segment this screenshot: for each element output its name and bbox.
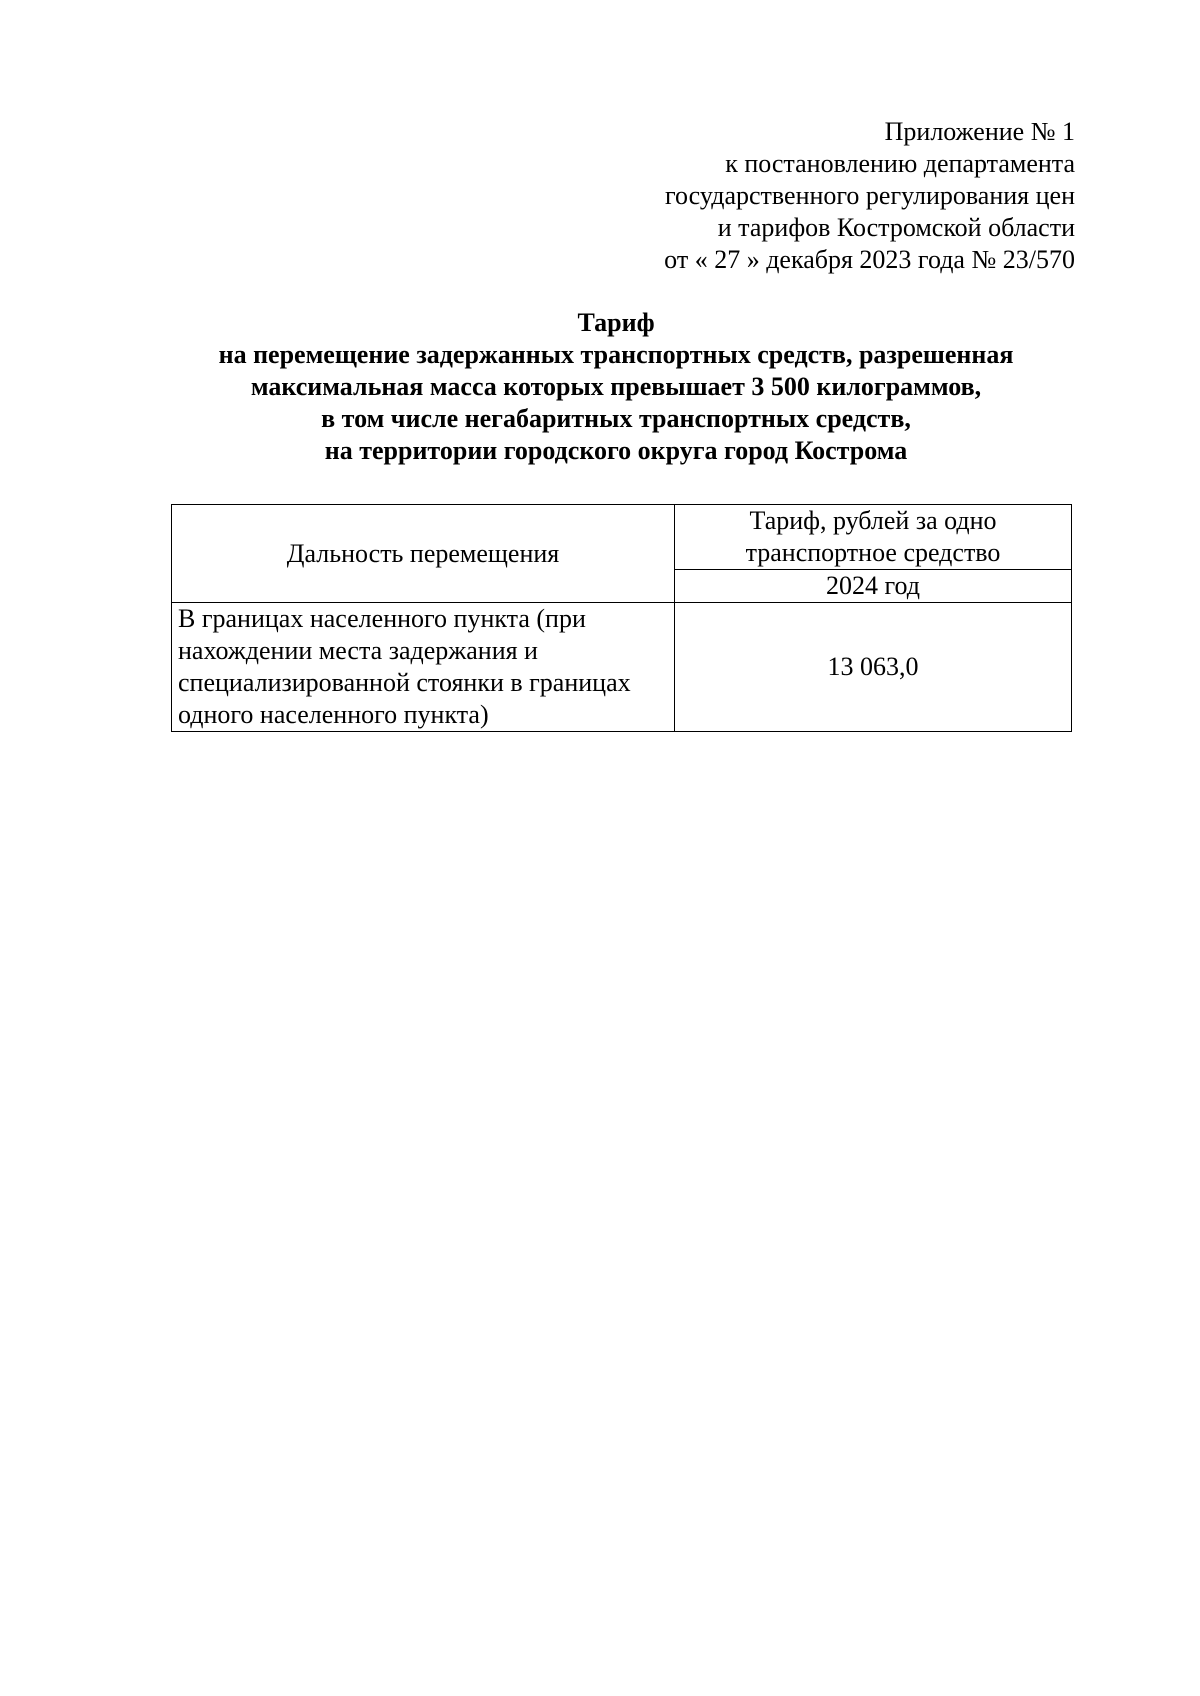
appendix-line-2: к постановлению департамента: [725, 149, 1075, 178]
tariff-table: [171, 504, 1072, 732]
row-label-line-1: В границах населенного пункта (при: [178, 604, 586, 633]
table-row: [172, 603, 1072, 732]
title-line-4: в том числе негабаритных транспортных средств,: [321, 404, 911, 433]
title-line-2: на перемещение задержанных транспортных средств, разрешенная: [218, 340, 1014, 369]
appendix-line-3: государственного регулирования цен: [665, 181, 1075, 210]
document-title: [160, 307, 1072, 467]
header-year: 2024 год: [675, 570, 1072, 603]
title-line-1: Тариф: [577, 308, 655, 337]
header-tariff-line-1: Тариф, рублей за одно: [749, 506, 997, 535]
appendix-header: [664, 116, 1075, 276]
appendix-line-4: и тарифов Костромской области: [717, 213, 1075, 242]
header-tariff-line-2: транспортное средство: [745, 538, 1001, 567]
appendix-line-5: от « 27 » декабря 2023 года № 23/570: [664, 245, 1075, 274]
row-label: [172, 603, 675, 732]
appendix-line-1: Приложение № 1: [884, 117, 1075, 146]
row-label-line-4: одного населенного пункта): [178, 700, 489, 729]
header-distance: Дальность перемещения: [172, 505, 675, 603]
row-label-line-2: нахождении места задержания и: [178, 636, 538, 665]
table-header-row: [172, 505, 1072, 570]
row-label-line-3: специализированной стоянки в границах: [178, 668, 631, 697]
row-value: 13 063,0: [675, 603, 1072, 732]
title-line-5: на территории городского округа город Кострома: [324, 436, 908, 465]
title-line-3: максимальная масса которых превышает 3 500 килограммов,: [250, 372, 982, 401]
header-tariff: [675, 505, 1072, 570]
